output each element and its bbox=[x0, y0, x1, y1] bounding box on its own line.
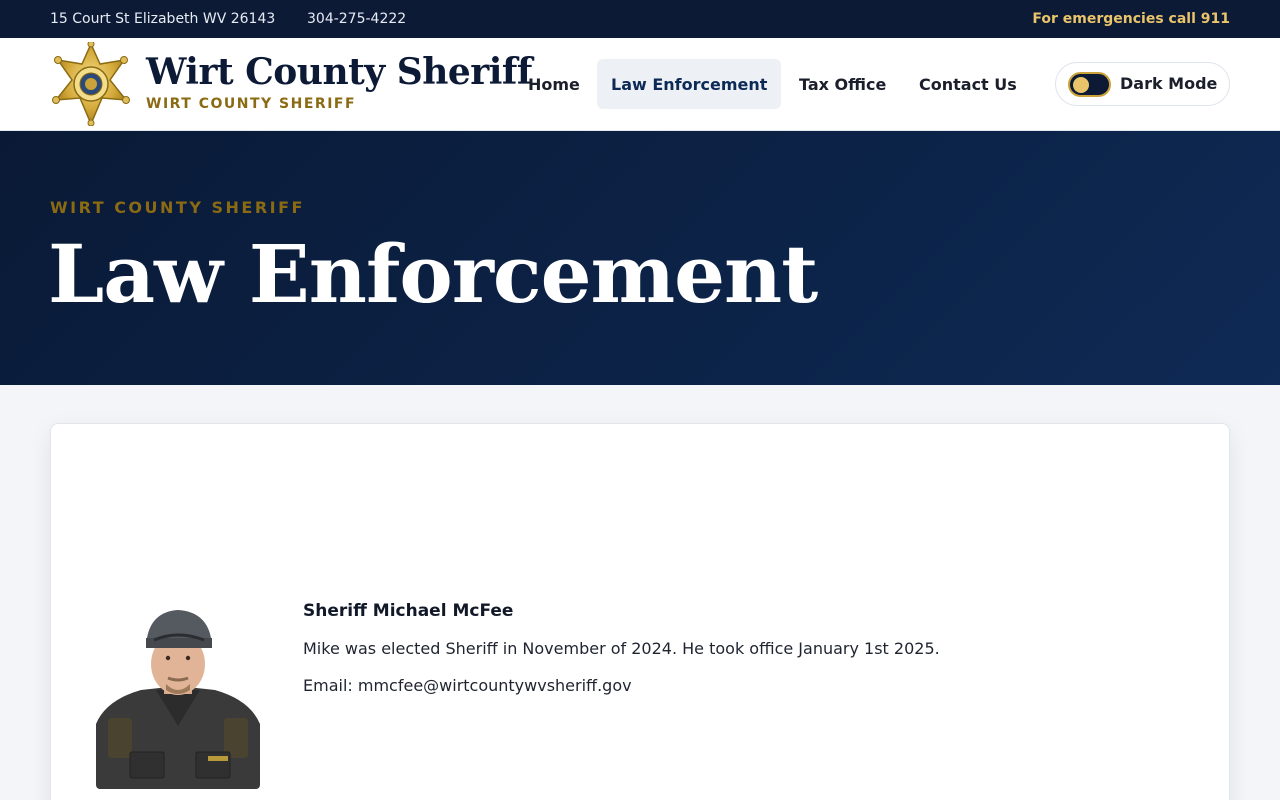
sheriff-bio: Mike was elected Sheriff in November of 2024. He took office January 1st 2025. bbox=[303, 639, 940, 658]
hero-kicker: WIRT COUNTY SHERIFF bbox=[50, 198, 305, 217]
profile-card bbox=[50, 423, 1230, 800]
nav-law-enforcement[interactable]: Law Enforcement bbox=[597, 59, 781, 109]
nav-tax-office[interactable]: Tax Office bbox=[799, 74, 887, 94]
dark-mode-label: Dark Mode bbox=[1120, 74, 1218, 93]
address-text: 15 Court St Elizabeth WV 26143 bbox=[50, 11, 276, 27]
site-title[interactable]: Wirt County Sheriff bbox=[146, 51, 532, 93]
nav-home[interactable]: Home bbox=[528, 74, 580, 94]
emergency-notice: For emergencies call 911 bbox=[1032, 11, 1230, 27]
sheriff-email[interactable]: Email: mmcfee@wirtcountywvsheriff.gov bbox=[303, 676, 632, 695]
toggle-switch-icon bbox=[1068, 72, 1111, 97]
site-subtitle: WIRT COUNTY SHERIFF bbox=[146, 96, 357, 112]
toggle-knob bbox=[1073, 77, 1089, 93]
sheriff-portrait bbox=[96, 606, 260, 789]
sheriff-star-badge-icon[interactable] bbox=[52, 42, 130, 126]
nav-contact-us[interactable]: Contact Us bbox=[919, 74, 1017, 94]
top-info-bar bbox=[0, 0, 1280, 38]
page-title: Law Enforcement bbox=[48, 227, 818, 321]
sheriff-name: Sheriff Michael McFee bbox=[303, 601, 514, 621]
phone-number[interactable]: 304-275-4222 bbox=[307, 11, 407, 27]
page-hero bbox=[0, 131, 1280, 385]
dark-mode-toggle[interactable] bbox=[1055, 62, 1230, 106]
site-header bbox=[0, 38, 1280, 131]
